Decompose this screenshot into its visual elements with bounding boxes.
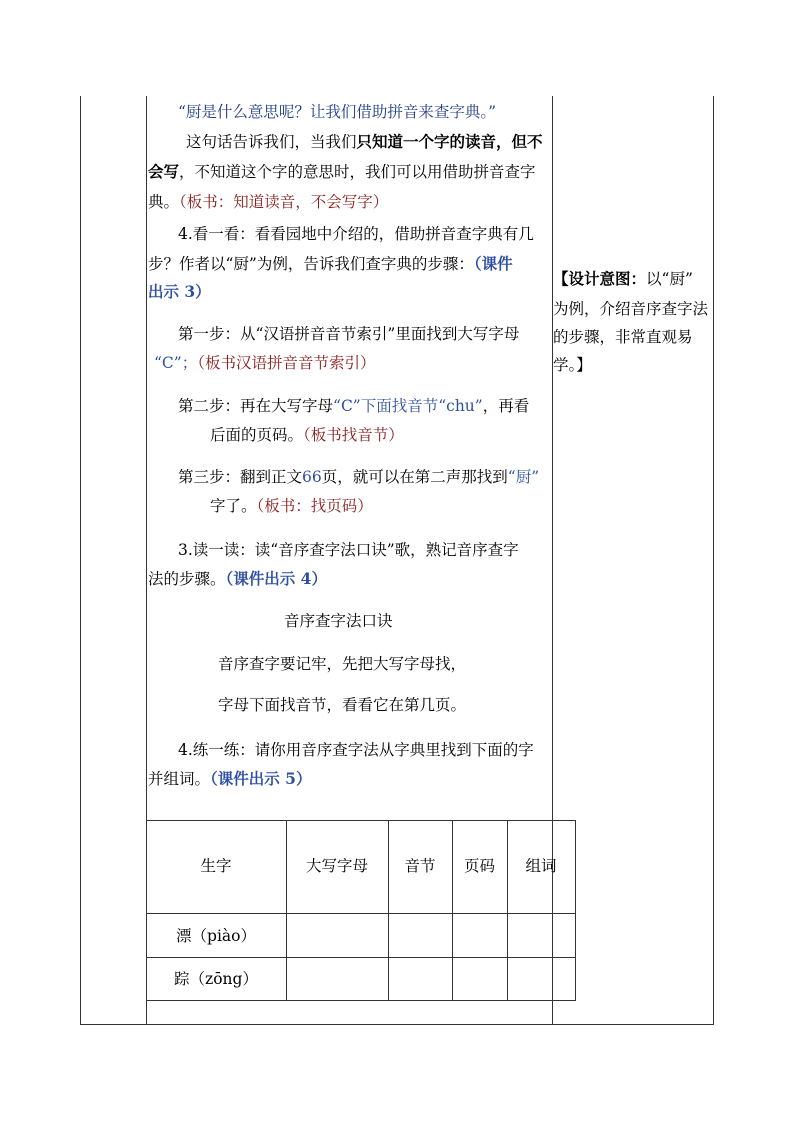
table-row-character: 踪（zōng） [174,970,258,988]
header-syllable: 音节 [404,857,436,875]
step2-text: 第二步：再在大写字母 [178,397,334,415]
look-line-1: 4.看一看：看看园地中介绍的，借助拼音查字典有几 [178,225,534,243]
table-col-divider [507,820,508,1001]
design-intent-line-1 [553,265,693,293]
header-page-number: 页码 [463,857,495,875]
para-line-1 [186,128,543,156]
poem-line-2: 字母下面找音节，看看它在第几页。 [218,696,467,714]
table-col-divider [286,820,287,1001]
poem-title: 音序查字法口诀 [284,612,393,630]
step3-line-1 [178,463,539,491]
table-col-divider [388,820,389,1001]
design-intent-line-3: 的步骤，非常直观易 [553,328,693,346]
step3-line-2 [210,492,373,520]
outer-left-border [80,96,81,1025]
design-intent-line-4 [553,351,592,379]
step2-text: ，再看 [482,397,530,415]
header-word: 组词 [525,857,557,875]
look-line-2 [148,250,513,278]
board-note: （板书汉语拼音音节索引） [197,354,376,372]
design-intent-text: 学。】 [553,356,592,374]
table-header-divider [146,913,576,914]
para-text: 典。 [148,193,180,211]
para-emphasis: 会写 [148,162,180,181]
read-line-2 [148,565,327,593]
outer-bottom-border [80,1024,714,1025]
table-row-character: 漂（piào） [176,927,256,945]
step2-syllable: “C”下面找音节“chu” [333,397,483,415]
step2-line-2 [210,421,404,449]
para-text: ，不知道这个字的意思时，我们可以用借助拼音查字 [179,163,536,181]
step3-text: 第三步：翻到正文 [178,468,303,486]
header-character: 生字 [200,857,232,875]
practice-line-2 [148,765,311,793]
step2-line-1 [178,392,529,420]
board-note: （板书找音节） [303,426,404,444]
step3-page: 66 [302,468,322,486]
para-emphasis: 只知道一个字的读音，但不 [356,132,543,151]
para-line-2 [148,158,536,186]
table-col-divider [452,820,453,1001]
table-right-border [575,820,576,1001]
step1-letter: “C”； [154,354,198,372]
design-intent-label: 【设计意图： [553,269,647,288]
step3-char: “厨” [507,468,540,486]
design-intent-line-2: 为例，介绍音序查字法 [553,300,709,318]
quote-line: “厨是什么意思呢？让我们借助拼音来查字典。” [178,103,497,121]
courseware-note: （课件 [473,254,513,273]
read-text: 法的步骤。 [148,570,226,588]
para-text: 这句话告诉我们，当我们 [186,133,357,151]
table-row-divider [146,957,576,958]
courseware-note-cont: 出示 3） [148,282,211,301]
step1-line-2 [154,349,375,377]
header-capital-letter: 大写字母 [305,857,368,875]
step3-text: 页，就可以在第二声那找到 [321,468,508,486]
step2-text: 后面的页码。 [210,426,304,444]
poem-line-1: 音序查字要记牢，先把大写字母找， [218,655,467,673]
table-bottom-border [146,1000,576,1001]
read-line-1: 3.读一读：读“音序查字法口诀”歌，熟记音序查字 [178,541,519,559]
practice-line-1: 4.练一练：请你用音序查字法从字典里找到下面的字 [178,741,534,759]
courseware-note: （课件出示 4） [225,569,327,588]
board-note: （板书：知道读音，不会写字） [179,193,389,211]
main-column-right-border [552,96,553,1025]
table-top-border [146,820,576,821]
main-column-left-border [146,96,147,1025]
step1-line-1: 第一步：从“汉语拼音音节索引”里面找到大写字母 [178,325,520,343]
design-intent-text: 以“厨” [646,270,693,288]
step3-text: 字了。 [210,497,257,515]
side-column-right-border [713,96,714,1025]
look-text: 步？作者以“厨”为例，告诉我们查字典的步骤： [148,255,474,273]
courseware-note: （课件出示 5） [210,769,312,788]
practice-text: 并组词。 [148,770,211,788]
para-line-3 [148,188,388,216]
board-note: （板书：找页码） [256,497,373,515]
